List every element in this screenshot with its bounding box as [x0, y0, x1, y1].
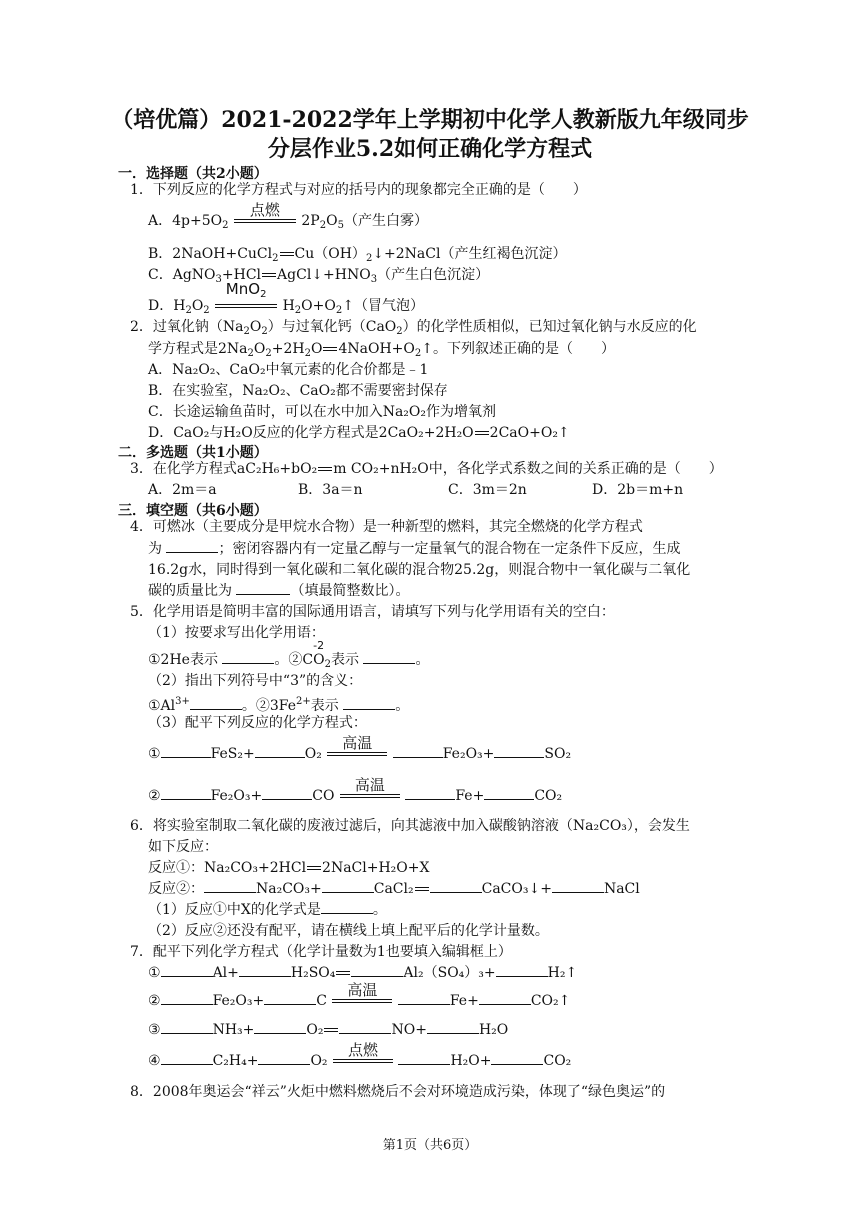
- coefficient-blank[interactable]: [322, 880, 374, 893]
- question-7-stem: 7．配平下列化学方程式（化学计量数为1也要填入编辑框上）: [130, 944, 512, 960]
- q3-option-a: A．2m＝a: [148, 482, 217, 498]
- q3-option-b: B．3a＝n: [298, 482, 363, 498]
- coefficient-blank[interactable]: [264, 992, 316, 1005]
- q5-part2: （2）指出下列符号中“3”的含义：: [148, 673, 363, 689]
- answer-blank[interactable]: [236, 582, 290, 595]
- q7-equation-2: ② Fe₂O₃+ C 高温 Fe+ CO₂↑: [148, 981, 571, 1009]
- reaction-condition: 高温: [332, 992, 392, 1010]
- question-2-line2: 学方程式是$2Na_2O_2+2H_2O$ $4NaOH+O_2↑$。下列叙述正确的是（ ）: [148, 341, 615, 359]
- question-3-stem: 3．在化学方程式aC₂H₆+bO₂ m CO₂+nH₂O中，各化学式系数之间的关系正确的是（ ）: [130, 461, 723, 477]
- answer-blank[interactable]: [222, 651, 274, 664]
- reaction-condition: 点燃: [333, 1052, 393, 1070]
- coefficient-blank[interactable]: [351, 964, 403, 977]
- question-6-line2: 如下反应：: [148, 839, 218, 855]
- q3-option-c: C．3m＝2n: [448, 482, 527, 498]
- q6-reaction-1: 反应①：Na₂CO₃+2HCl 2NaCl+H₂O+X: [148, 860, 430, 876]
- coefficient-blank[interactable]: [161, 1021, 213, 1034]
- q1-option-c: C．AgNO$_3$+HCl $AgCl↓+HNO_3$（产生白色沉淀）: [148, 267, 490, 285]
- q6-sub-2: （2）反应②还没有配平，请在横线上填上配平后的化学计量数。: [148, 923, 549, 939]
- coefficient-blank[interactable]: [161, 787, 211, 800]
- coefficient-blank[interactable]: [484, 787, 534, 800]
- coefficient-blank[interactable]: [258, 1052, 310, 1065]
- coefficient-blank[interactable]: [398, 992, 450, 1005]
- reaction-condition: 高温: [327, 745, 387, 763]
- q5-part1-items: ①2He表示 。②C -2 $O_2$表示 。: [148, 639, 430, 670]
- coefficient-blank[interactable]: [491, 1052, 543, 1065]
- section-heading-multi: 二．多选题（共1小题）: [118, 445, 268, 461]
- question-1-stem: 1．下列反应的化学方程式与对应的括号内的现象都完全正确的是（ ）: [130, 182, 587, 198]
- coefficient-blank[interactable]: [494, 745, 544, 758]
- question-4-line3: 16.2g水，同时得到一氧化碳和二氧化碳的混合物25.2g，则混合物中一氧化碳与二氧化: [148, 562, 691, 578]
- coefficient-blank[interactable]: [496, 964, 548, 977]
- coefficient-blank[interactable]: [161, 964, 213, 977]
- document-title-line1: （培优篇）2021-2022学年上学期初中化学人教新版九年级同步: [111, 107, 749, 133]
- answer-blank[interactable]: [190, 697, 242, 710]
- question-4-line4: 碳的质量比为 （填最简整数比）。: [148, 583, 410, 599]
- q5-part1: （1）按要求写出化学用语：: [148, 625, 325, 641]
- coefficient-blank[interactable]: [479, 992, 531, 1005]
- coefficient-blank[interactable]: [405, 787, 455, 800]
- q2-option-a: A．Na₂O₂、CaO₂中氧元素的化合价都是﹣1: [148, 362, 429, 378]
- q5-part2-items: $①Al^{3+}$ 。$②3Fe^{2+}$表示 。: [148, 696, 410, 714]
- q2-option-c: C．长途运输鱼苗时，可以在水中加入Na₂O₂作为增氧剂: [148, 404, 497, 420]
- coefficient-blank[interactable]: [161, 1052, 213, 1065]
- question-4-line2: 为 ；密闭容器内有一定量乙醇与一定量氧气的混合物在一定条件下反应，生成: [148, 541, 681, 557]
- coefficient-blank[interactable]: [239, 964, 291, 977]
- coefficient-blank[interactable]: [552, 880, 604, 893]
- q7-equation-3: ③ NH₃+ O₂ NO+ H₂O: [148, 1022, 509, 1038]
- question-2-line1: 2．过氧化钠$(Na_2O_2)$与过氧化钙（CaO$_2$）的化学性质相似，已知过氧化钠与水反应的化: [130, 319, 697, 337]
- answer-blank[interactable]: [343, 697, 395, 710]
- q1-option-d: D．$H_2O_2$ MnO$_2$ $H_2O+O_2↑$（冒气泡）: [148, 280, 424, 316]
- answer-blank[interactable]: [321, 901, 373, 914]
- section-heading-fill: 三．填空题（共6小题）: [118, 503, 268, 519]
- q5-part3: （3）配平下列反应的化学方程式：: [148, 715, 367, 731]
- q6-reaction-2: 反应②： Na₂CO₃+ CaCl₂ CaCO₃↓+ NaCl: [148, 881, 640, 897]
- q1-option-a: A．$4p+5O_2$ 点燃 $2P_2O_5$（产生白雾）: [148, 201, 428, 231]
- section-heading-choice: 一．选择题（共2小题）: [118, 166, 268, 182]
- coefficient-blank[interactable]: [254, 1021, 306, 1034]
- q2-option-d: D．CaO₂与H₂O反应的化学方程式是2CaO₂+2H₂O 2CaO+O₂↑: [148, 425, 570, 441]
- reaction-condition: 点燃: [234, 212, 296, 230]
- coefficient-blank[interactable]: [255, 745, 305, 758]
- answer-blank[interactable]: [363, 651, 415, 664]
- coefficient-blank[interactable]: [262, 787, 312, 800]
- q5-equation-1: ① FeS₂+ O₂ 高温 Fe₂O₃+ SO₂: [148, 734, 572, 762]
- question-6-line1: 6．将实验室制取二氧化碳的废液过滤后，向其滤液中加入碳酸钠溶液（Na₂CO₃），会发生: [130, 818, 690, 834]
- q6-sub-1: （1）反应①中X的化学式是 。: [148, 902, 387, 918]
- coefficient-blank[interactable]: [430, 880, 482, 893]
- reaction-condition: 高温: [340, 787, 400, 805]
- coefficient-blank[interactable]: [161, 992, 213, 1005]
- question-4-line1: 4．可燃冰（主要成分是甲烷水合物）是一种新型的燃料，其完全燃烧的化学方程式: [130, 519, 643, 535]
- coefficient-blank[interactable]: [204, 880, 256, 893]
- q7-equation-4: ④ C₂H₄+ O₂ 点燃 H₂O+ CO₂: [148, 1041, 572, 1069]
- answer-blank[interactable]: [166, 540, 218, 553]
- question-8-line1: 8．2008年奥运会“祥云”火炬中燃料燃烧后不会对环境造成污染，体现了“绿色奥运”的: [130, 1084, 666, 1100]
- coefficient-blank[interactable]: [398, 1052, 450, 1065]
- q3-option-d: D．2b＝m+n: [592, 482, 684, 498]
- q2-option-b: B．在实验室，Na₂O₂、CaO₂都不需要密封保存: [148, 383, 448, 399]
- reaction-condition: MnO$_2$: [215, 297, 277, 315]
- question-5-stem: 5．化学用语是简明丰富的国际通用语言，请填写下列与化学用语有关的空白：: [130, 604, 615, 620]
- coefficient-blank[interactable]: [339, 1021, 391, 1034]
- coefficient-blank[interactable]: [427, 1021, 479, 1034]
- coefficient-blank[interactable]: [393, 745, 443, 758]
- document-title-line2: 分层作业5.2如何正确化学方程式: [267, 136, 593, 162]
- q1-option-b: B．2NaOH+CuCl$_2$ $Cu(OH)_2↓+2NaCl$（产生红褐色沉淀）: [148, 246, 567, 264]
- page-footer: 第1页（共6页）: [382, 1138, 478, 1153]
- q5-equation-2: ② Fe₂O₃+ CO 高温 Fe+ CO₂: [148, 776, 563, 804]
- q7-equation-1: ① Al+ H₂SO₄ Al₂（SO₄）₃+ H₂↑: [148, 965, 578, 981]
- coefficient-blank[interactable]: [161, 745, 211, 758]
